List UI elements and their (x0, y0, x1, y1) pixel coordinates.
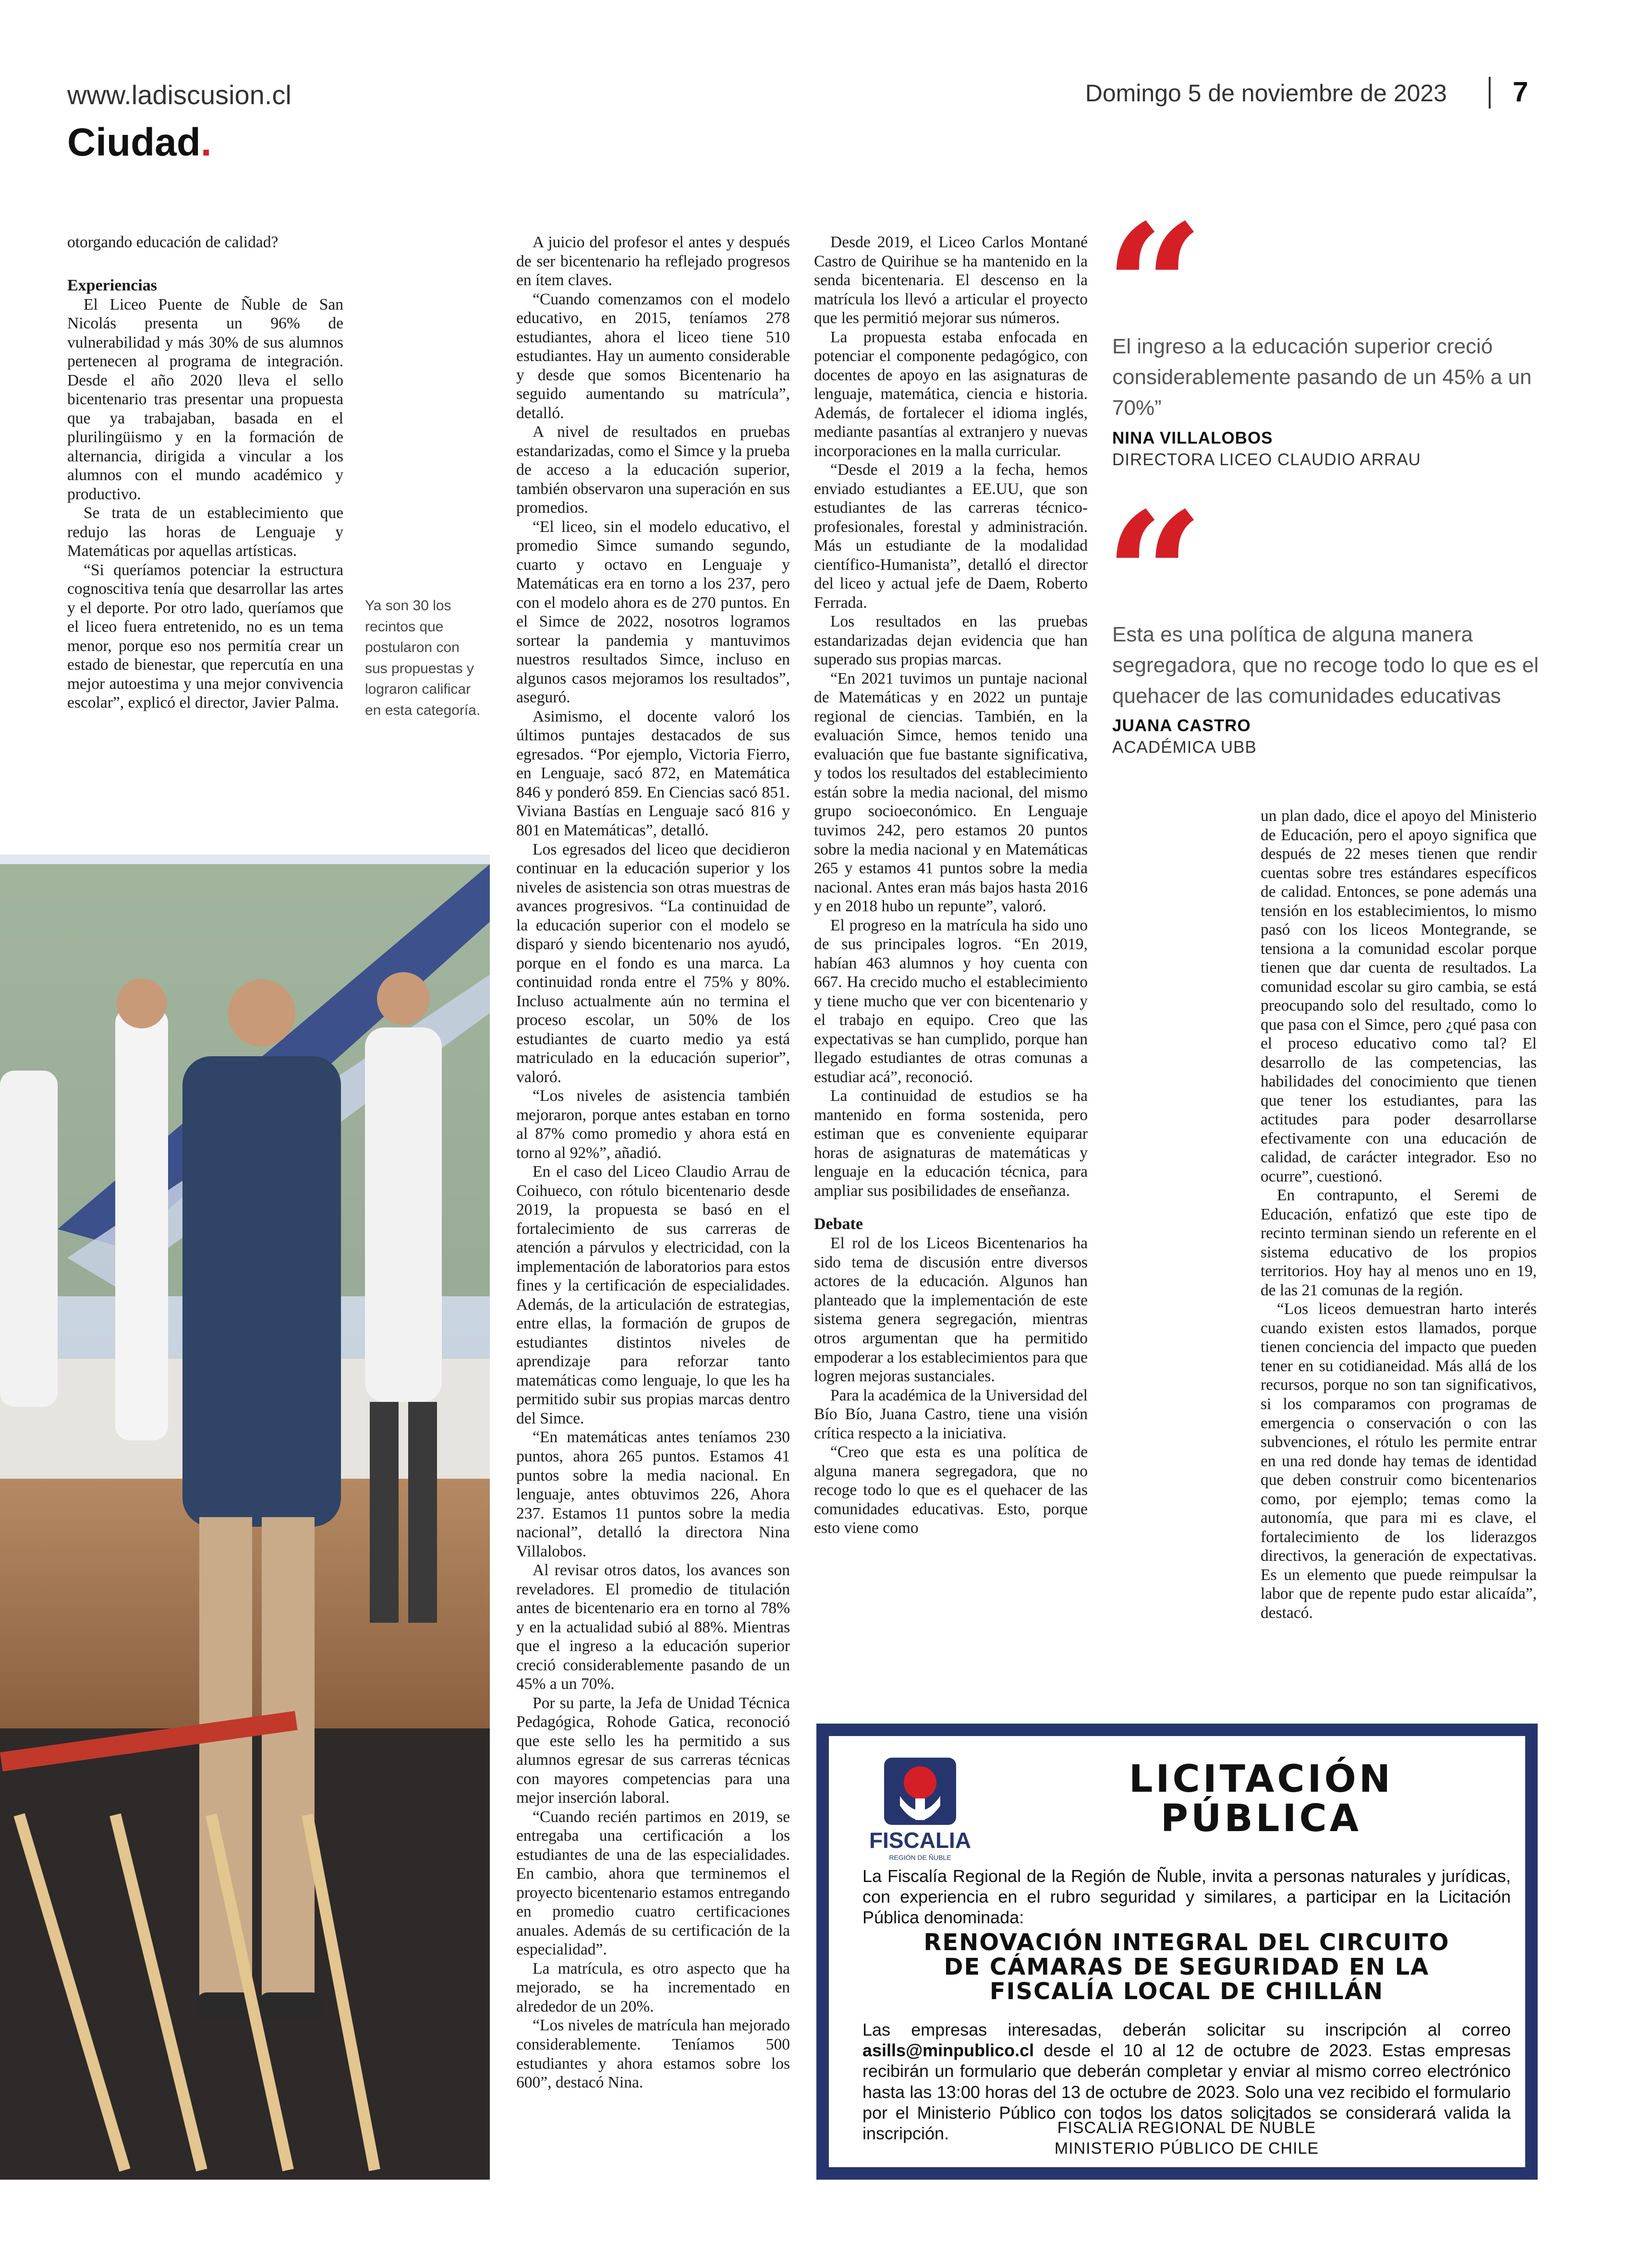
page-number: 7 (1513, 76, 1529, 108)
paragraph: A juicio del profesor el antes y después de ser bicentenario ha reflejado progresos en ítem claves. (516, 233, 790, 290)
paragraph: “Los liceos demuestran harto interés cuando existen estos llamados, porque tienen conciencia del impacto que pueden tener en su cotidianeidad. Más allá de los recursos, porque no son tan significativos, si los comparamos con programas de emergencia o conservación o con las subvenciones, el rótulo les permite entrar en una red donde hay temas de identidad que deben construir como bicentenarios como, por ejemplo; temas como la autonomía, que para mi es clave, el fortalecimiento de los liderazgos directivos, la generación de expectativas. Es un elemento que puede reimpulsar la labor que de repente pudo estar alicaída”, destacó. (1261, 1300, 1537, 1622)
paragraph: “Si queríamos potenciar la estructura cognoscitiva tenía que desarrollar las artes y el deporte. Por otro lado, queríamos que el liceo fuera entretenido, no es un tema menor, porque eso nos permitía crear un estado de bienestar, que repercutía en una mejor autoestima y una mejor convivencia escolar”, explicó el director, Javier Palma. (67, 561, 343, 712)
paragraph: “En matemáticas antes teníamos 230 puntos, ahora 265 puntos. Estamos 41 puntos sobre la media nacional. En lenguaje, antes obtuvimos 226, Ahora 237. Estamos 11 puntos sobre la media nacional”, detalló la directora Nina Villalobos. (516, 1428, 790, 1560)
subheading-experiencias: Experiencias (67, 276, 157, 294)
paragraph: El rol de los Liceos Bicentenarios ha sido tema de discusión entre diversos actores de la educación. Algunos han planteado que la implementación de este sistema genera segregación, mientras otros argumentan que ha permitido empoderar a los establecimientos para que logren mejoras sustanciales. (814, 1234, 1088, 1386)
ad-footer-line: FISCALÍA REGIONAL DE ÑUBLE (1057, 2119, 1316, 2137)
pull-quote-role: ACADÉMICA UBB (1112, 738, 1257, 757)
subheading-debate: Debate (814, 1215, 863, 1233)
ad-body-text: desde el 10 al 12 de octubre de 2023. Estas empresas recibirán un formulario que deberán completar y enviar al mismo correo electrónico hasta las 13:00 horas del 13 de octubre de 2023. Solo una vez recibido el formulario por el Ministerio Público con todos los datos solicitados se considerará valida la inscripción. (862, 2040, 1511, 2143)
paragraph: “Los niveles de matrícula han mejorado considerablemente. Teníamos 500 estudiantes y ahora estamos sobre los 600”, destacó Nina. (516, 2016, 790, 2092)
paragraph: En el caso del Liceo Claudio Arrau de Coihueco, con rótulo bicentenario desde 2019, la propuesta se basó en el fortalecimiento de sus carreras de atención a párvulos y electricidad, con la implementación de laboratorios para estos fines y la certificación de especialidades. Además, de la articulación de estrategias, entre ellas, la formación de grupos de estudiantes distintos niveles de aprendizaje para reforzar tanto matemáticas como lenguaje, lo que les ha permitido subir sus propias marcas dentro del Simce. (516, 1163, 790, 1427)
ad-headline-line: FISCALÍA LOCAL DE CHILLÁN (989, 1978, 1384, 2005)
ad-email-link[interactable]: asills@minpublico.cl (862, 2040, 1034, 2061)
photo-scene (0, 855, 490, 2180)
paragraph: El Liceo Puente de Ñuble de San Nicolás presenta un 96% de vulnerabilidad y más 30% de sus alumnos pertenecen al programa de integración. Desde el año 2020 lleva el sello bicentenario tras presentar una propuesta que ya trabajaban, basada en el plurilingüismo y en la formación de alternancia, dirigida a vincular a los alumnos con el mundo académico y productivo. (67, 295, 343, 503)
paragraph: “Creo que esta es una política de alguna manera segregadora, que no recoge todo lo que es el quehacer de las comunidades educativas. Esto, porque esto viene como (814, 1443, 1088, 1537)
site-url[interactable]: www.ladiscusion.cl (67, 80, 291, 110)
paragraph: Los egresados del liceo que decidieron continuar en la educación superior y los niveles de asistencia son otras muestras de avances progresivos. “La continuidad de la educación superior con el modelo se disparó y siendo bicentenario nos ayudó, porque en el fondo es una marca. La continuidad ronda entre el 75% y 80%. Incluso actualmente aún no termina el proceso escolar, un 50% de los estudiantes de cuarto medio ya está matriculado en la educación superior”, valoró. (516, 840, 790, 1086)
section-title (67, 120, 212, 165)
pull-quote-name: JUANA CASTRO (1112, 716, 1251, 735)
ad-panel (829, 1736, 1525, 2167)
ad-headline-line: RENOVACIÓN INTEGRAL DEL CIRCUITO (923, 1929, 1450, 1956)
ad-title-line: PÚBLICA (1160, 1797, 1362, 1840)
ad-headline (862, 1930, 1511, 2004)
paragraph: La propuesta estaba enfocada en potenciar el componente pedagógico, con docentes de apoyo en las asignaturas de lenguaje, matemática, ciencia e historia. Además, de fortalecer el idioma inglés, mediante pasantías al extranjero y nuevas incorporaciones en la malla curricular. (814, 328, 1088, 460)
paragraph: “En 2021 tuvimos un puntaje nacional de Matemáticas y en 2022 un puntaje regional de ciencias. También, en la evaluación Simce, hemos tenido una evaluación que fue bastante significativa, y todos los resultados del establecimiento están sobre la media nacional, del mismo grupo socioeconómico. En Lenguaje tuvimos 242, pero estamos 20 puntos sobre la media nacional y en Matemáticas 265 y estamos 41 puntos sobre la media nacional. Antes eran más bajos hasta 2016 y en 2018 hubo un repunte”, valoró. (814, 669, 1088, 916)
article-column-3 (814, 233, 1088, 1538)
ad-footer-line: MINISTERIO PÚBLICO DE CHILE (1054, 2139, 1319, 2158)
paragraph: Para la académica de la Universidad del Bío Bío, Juana Castro, tiene una visión crítica respecto a la iniciativa. (814, 1386, 1088, 1442)
pull-quote-text: El ingreso a la educación superior creció considerablemente pasando de un 45% a un 70%” (1112, 335, 1532, 420)
paragraph: La continuidad de estudios se ha mantenido en forma sostenida, pero estiman que es conveniente equiparar horas de asignaturas de matemáticas y lenguaje en la educación técnica, para ampliar sus posibilidades de enseñanza. (814, 1087, 1088, 1200)
quote-mark-icon: “ (1105, 474, 1204, 677)
tender-advertisement (816, 1724, 1538, 2180)
ad-body-text: Las empresas interesadas, deberán solicitar su inscripción al correo (862, 2020, 1511, 2039)
page-date: Domingo 5 de noviembre de 2023 (1085, 80, 1447, 107)
paragraph: Se trata de un establecimiento que redujo las horas de Lenguaje y Matemáticas por aquellas artísticas. (67, 504, 343, 560)
paragraph: Los resultados en las pruebas estandarizadas dejan evidencia que han superado sus propias marcas. (814, 613, 1088, 669)
ad-footer (862, 2118, 1511, 2159)
paragraph: La matrícula, es otro aspecto que ha mejorado, se ha incrementado en alrededor de un 20%. (516, 1959, 790, 2015)
paragraph: A nivel de resultados en pruebas estandarizadas, como el Simce y la prueba de acceso a la educación superior, también observaron una superación en sus promedios. (516, 423, 790, 517)
ad-logo-text: FISCALIA (869, 1828, 971, 1853)
article-photo (0, 855, 490, 2180)
paragraph: “Cuando recién partimos en 2019, se entregaba una certificación a los estudiantes de una de las especialidades. En cambio, ahora que terminemos el proyecto bicentenario estamos entregando en promedio cuatro certificaciones anuales. Además de su certificación de la especialidad”. (516, 1808, 790, 1959)
paragraph: “Cuando comenzamos con el modelo educativo, en 2015, teníamos 278 estudiantes, ahora el liceo tiene 510 estudiantes. Hay un aumento considerable y desde que somos Bicentenario ha seguido aumentando su matrícula”, detalló. (516, 290, 790, 422)
pull-quote-name: NINA VILLALOBOS (1112, 429, 1273, 447)
ad-headline-line: DE CÁMARAS DE SEGURIDAD EN LA (944, 1953, 1430, 1980)
pull-quote-text: Esta es una política de alguna manera segregadora, que no recoge todo lo que es el quehacer de las comunidades educativas (1112, 623, 1539, 708)
paragraph: Al revisar otros datos, los avances son reveladores. El promedio de titulación antes de bicentenario era en torno al 78% y en la actualidad subió al 88%. Mientras que el ingreso a la educación superior creció considerablemente pasando de un 45% a un 70%. (516, 1561, 790, 1693)
section-dot: . (200, 121, 212, 164)
pull-quote-role: DIRECTORA LICEO CLAUDIO ARRAU (1112, 450, 1421, 469)
paragraph: “El liceo, sin el modelo educativo, el promedio Simce sumando segundo, cuarto y octavo en Lenguaje y Matemáticas era en torno a los 237, pero con el modelo ahora es de 270 puntos. En el Simce de 2022, nosotros logramos sortear la pandemia y mantuvimos nuestros resultados Simce, incluso en algunos casos mejoramos los resultados”, aseguró. (516, 518, 790, 707)
article-column-1 (67, 233, 343, 712)
paragraph: Desde 2019, el Liceo Carlos Montané Castro de Quirihue se ha mantenido en la senda bicentenaria. El descenso en la matrícula los llevó a articular el proyecto que les permitió mejorar sus números. (814, 233, 1088, 327)
paragraph: un plan dado, dice el apoyo del Ministerio de Educación, pero el apoyo significa que después de 22 meses tienen que rendir cuentas sobre tres estándares específicos de calidad. Entonces, se pone además una tensión en los establecimientos, lo mismo pasó con los liceos Montegrande, se tensiona a la comunidad escolar porque tienen que dar cuenta de resultados. La comunidad escolar su giro cambia, se está preocupando solo del resultado, como lo que pasa con el Simce, pero ¿qué pasa con el proceso educativo como tal? El desarrollo de las competencias, las habilidades del conocimiento que tienen que tener los estudiantes, para las actitudes para poder desarrollarse efectivamente con una educación de calidad, de carácter integrador. Eso no ocurre”, cuestionó. (1261, 807, 1537, 1185)
ad-title-line: LICITACIÓN (1129, 1758, 1394, 1801)
quote-mark-icon: “ (1105, 186, 1204, 389)
ad-logo-subtitle: REGIÓN DE ÑUBLE (889, 1854, 951, 1861)
paragraph: En contrapunto, el Seremi de Educación, enfatizó que este tipo de recinto terminan siendo un referente en el sistema educativo de los propios territorios. Hoy hay al menos uno en 19, de las 21 comunas de la región. (1261, 1186, 1537, 1299)
ad-title (1045, 1760, 1477, 1839)
paragraph: Por su parte, la Jefa de Unidad Técnica Pedagógica, Rohode Gatica, reconoció que este sello les ha permitido a sus alumnos egresar de sus carreras técnicas con mayores competencias para una mejor inserción laboral. (516, 1694, 790, 1807)
header-divider (1489, 77, 1491, 109)
article-column-4 (1261, 807, 1537, 1622)
article-column-2 (516, 233, 790, 2092)
section-name: Ciudad (67, 121, 201, 164)
photo-caption: Ya son 30 los recintos que postularon con sus propuestas y lograron calificar en esta categoría. (365, 598, 481, 718)
paragraph: “Los niveles de asistencia también mejoraron, porque antes estaban en torno al 87% como promedio y ahora está en torno al 92%”, añadió. (516, 1087, 790, 1162)
paragraph: El progreso en la matrícula ha sido uno de sus principales logros. “En 2019, habían 463 alumnos y hoy cuenta con 667. Ha crecido mucho el establecimiento y tiene mucho que ver con bicentenario y el trabajo en equipo. Creo que las expectativas se han cumplido, porque han llegado estudiantes de otras comunas a estudiar acá”, reconoció. (814, 916, 1088, 1086)
ad-intro: La Fiscalía Regional de la Región de Ñuble, invita a personas naturales y jurídicas, con experiencia en el rubro seguridad y similares, a participar en la Licitación Pública denominada: (862, 1866, 1511, 1928)
paragraph: otorgando educación de calidad? (67, 233, 279, 251)
paragraph: “Desde el 2019 a la fecha, hemos enviado estudiantes a EE.UU, que son estudiantes de las carreras técnico-profesionales, forestal y administración. Más un estudiante de la modalidad científico-Humanista”, detalló el director del liceo y actual jefe de Daem, Roberto Ferrada. (814, 461, 1088, 612)
paragraph: Asimismo, el docente valoró los últimos puntajes destacados de sus egresados. “Por ejemplo, Victoria Fierro, en Lenguaje, sacó 872, en Matemática 846 y ponderó 859. En Ciencias sacó 851. Viviana Bastías en Lenguaje sacó 816 y 801 en Matemáticas”, detalló. (516, 707, 790, 839)
